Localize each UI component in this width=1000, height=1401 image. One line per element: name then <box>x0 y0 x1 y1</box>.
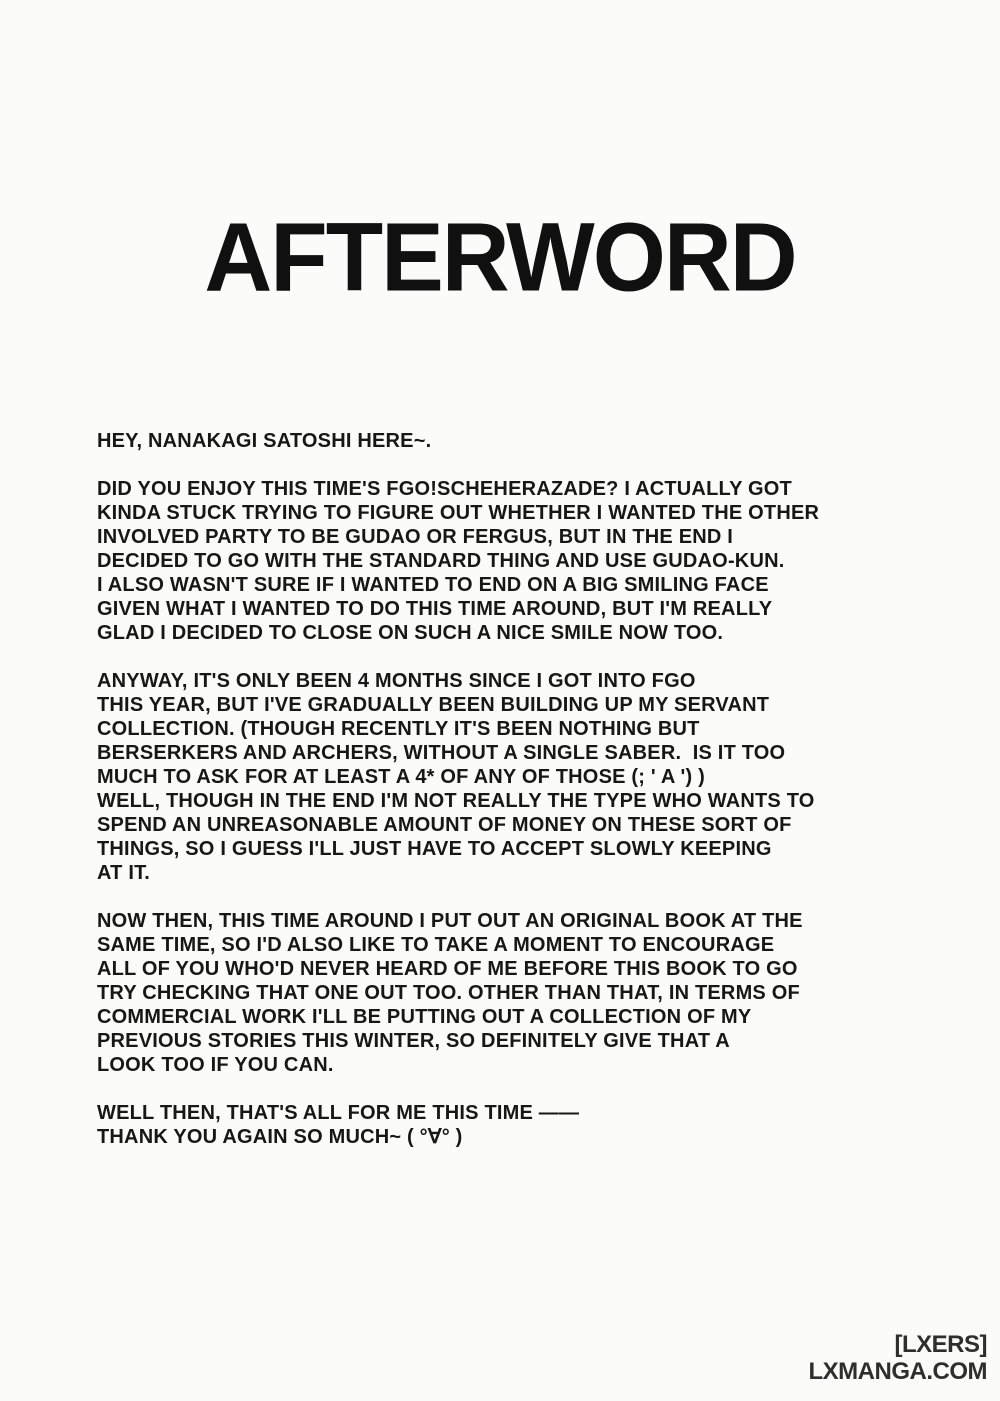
text-line: TRY CHECKING THAT ONE OUT TOO. OTHER THAN THAT, IN TERMS OF <box>97 982 800 1004</box>
text-line: THIS YEAR, BUT I'VE GRADUALLY BEEN BUILDING UP MY SERVANT <box>97 694 770 716</box>
text-line: COLLECTION. (THOUGH RECENTLY IT'S BEEN NOTHING BUT <box>97 718 700 740</box>
text-line: GIVEN WHAT I WANTED TO DO THIS TIME AROUND, BUT I'M REALLY <box>97 598 773 620</box>
text-line: INVOLVED PARTY TO BE GUDAO OR FERGUS, BUT IN THE END I <box>97 526 734 548</box>
text-line: KINDA STUCK TRYING TO FIGURE OUT WHETHER I WANTED THE OTHER <box>97 502 820 524</box>
text-line: SPEND AN UNREASONABLE AMOUNT OF MONEY ON THESE SORT OF <box>97 814 792 836</box>
paragraph-other-works <box>97 909 932 1077</box>
text-line: THANK YOU AGAIN SO MUCH~ ( °∀° ) <box>97 1126 463 1148</box>
text-line: DECIDED TO GO WITH THE STANDARD THING AND USE GUDAO-KUN. <box>97 550 785 572</box>
afterword-body <box>97 429 932 1173</box>
text-line: NOW THEN, THIS TIME AROUND I PUT OUT AN ORIGINAL BOOK AT THE <box>97 910 803 932</box>
scanlation-watermark <box>809 1331 987 1385</box>
text-line: I ALSO WASN'T SURE IF I WANTED TO END ON A BIG SMILING FACE <box>97 574 769 596</box>
scanlation-group-name: [LXERS] <box>894 1331 987 1358</box>
paragraph-closing <box>97 1101 932 1149</box>
text-line: ANYWAY, IT'S ONLY BEEN 4 MONTHS SINCE I GOT INTO FGO <box>97 670 696 692</box>
scanlation-site-url: LXMANGA.COM <box>808 1358 987 1385</box>
text-line: PREVIOUS STORIES THIS WINTER, SO DEFINITELY GIVE THAT A <box>97 1030 730 1052</box>
text-line: HEY, NANAKAGI SATOSHI HERE~. <box>97 430 432 452</box>
page-title: AFTERWORD <box>204 201 796 312</box>
text-line: LOOK TOO IF YOU CAN. <box>97 1054 334 1076</box>
text-line: BERSERKERS AND ARCHERS, WITHOUT A SINGLE SABER. IS IT TOO <box>97 742 786 764</box>
text-line: THINGS, SO I GUESS I'LL JUST HAVE TO ACCEPT SLOWLY KEEPING <box>97 838 772 860</box>
paragraph-greeting <box>97 429 932 453</box>
text-line: GLAD I DECIDED TO CLOSE ON SUCH A NICE SMILE NOW TOO. <box>97 622 724 644</box>
text-line: MUCH TO ASK FOR AT LEAST A 4* OF ANY OF THOSE (; ' A ') ) <box>97 766 705 788</box>
text-line: WELL THEN, THAT'S ALL FOR ME THIS TIME —— <box>97 1102 580 1124</box>
text-line: AT IT. <box>97 862 151 884</box>
text-line: WELL, THOUGH IN THE END I'M NOT REALLY THE TYPE WHO WANTS TO <box>97 790 815 812</box>
text-line: ALL OF YOU WHO'D NEVER HEARD OF ME BEFORE THIS BOOK TO GO <box>97 958 798 980</box>
paragraph-about-this-story <box>97 477 932 645</box>
text-line: SAME TIME, SO I'D ALSO LIKE TO TAKE A MOMENT TO ENCOURAGE <box>97 934 775 956</box>
text-line: COMMERCIAL WORK I'LL BE PUTTING OUT A COLLECTION OF MY <box>97 1006 752 1028</box>
paragraph-about-fgo <box>97 669 932 885</box>
text-line: DID YOU ENJOY THIS TIME'S FGO!SCHEHERAZADE? I ACTUALLY GOT <box>97 478 792 500</box>
